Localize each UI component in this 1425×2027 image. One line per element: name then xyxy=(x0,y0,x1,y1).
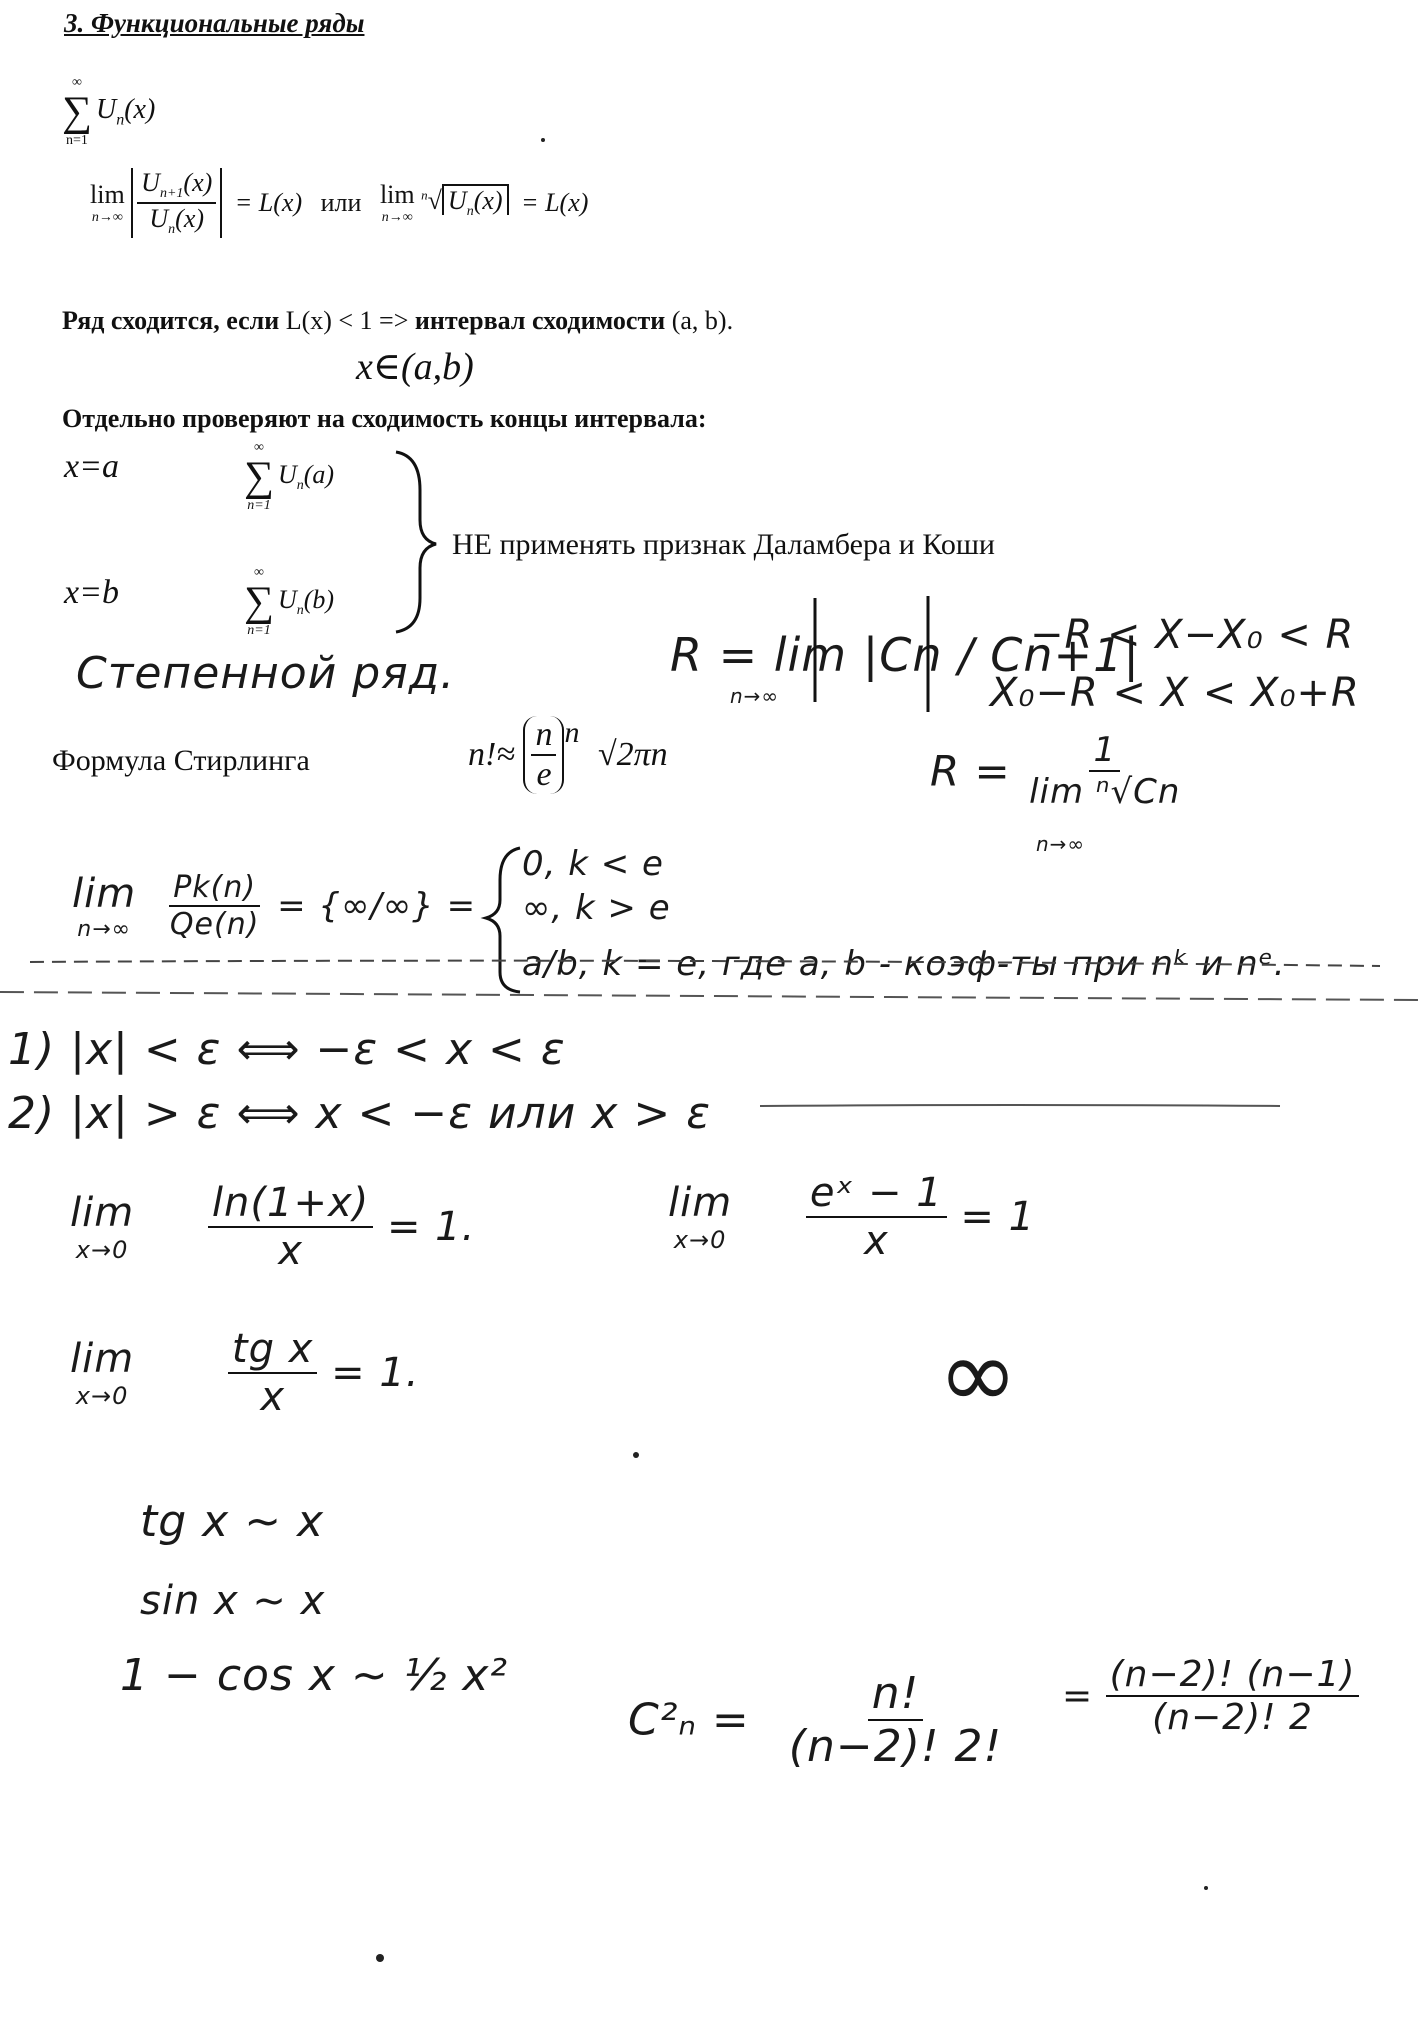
ratio-fraction: $\frac{U_{n+1}(x)}{U_n(x)}$ xyxy=(137,168,216,238)
interval-line-2: X₀−R < X < X₀+R xyxy=(990,670,1360,716)
endpoints-heading: Отдельно проверяют на сходимость концы интервала: xyxy=(62,404,707,433)
abs-inequality-2: 2) |x| > ε ⟺ x < −ε или x > ε xyxy=(8,1088,711,1139)
limit-tg: lim x→0 $\frac{\text{tg x}}{x}$ = 1. xyxy=(70,1326,420,1420)
poly-case-2: ∞, k > e xyxy=(522,888,671,928)
root-sign: √ xyxy=(427,186,442,216)
combination-formula: C²ₙ = $\frac{n!}{(n-2)! 2!}$ xyxy=(628,1668,1003,1772)
speck-4 xyxy=(1204,1886,1208,1890)
equivalence-cos: 1 − cos x ~ ½ x² xyxy=(120,1650,509,1701)
root-equals: = L(x) xyxy=(521,188,589,218)
speck-1 xyxy=(633,1452,639,1458)
endpoint-b-sum: ∞ ∑ n=1 $U_n(b)$ xyxy=(244,565,335,638)
abs-inequality-1: 1) |x| < ε ⟺ −ε < x < ε xyxy=(8,1024,566,1075)
term-letter: U xyxy=(95,94,117,126)
stirling-label: Формула Стирлинга xyxy=(52,744,310,777)
equivalence-sin: sin x ~ x xyxy=(140,1578,326,1624)
poly-case-3: a/b, k = e, где a, b - коэф-ты при nᵏ и nᵉ. xyxy=(522,944,1286,984)
sum-symbol: ∑ xyxy=(62,89,92,135)
power-series-note: Степенной ряд. xyxy=(76,648,456,699)
ratio-equals: = L(x) xyxy=(234,188,303,218)
combination-formula-2: = $\frac{(n-2)! (n-1)}{(n-2)! 2}$ xyxy=(1062,1654,1359,1738)
lim-subscript: n→∞ xyxy=(91,210,123,226)
lim2-subscript: n→∞ xyxy=(381,210,413,226)
term-arg: (x) xyxy=(124,94,156,126)
interval-line-1: −R < X−X₀ < R xyxy=(1030,612,1355,658)
equivalence-tg: tg x ~ x xyxy=(140,1496,325,1547)
limit-ln: lim x→0 $\frac{\ln(1+x)}{x}$ = 1. xyxy=(70,1180,476,1274)
cases-brace xyxy=(486,848,520,992)
root-index: n xyxy=(421,187,428,203)
dalembert-cauchy-note: НЕ применять признак Даламбера и Коши xyxy=(452,528,995,561)
speck-3 xyxy=(541,138,545,142)
lim-label: lim xyxy=(90,180,125,210)
page-title: 3. Функциональные ряды xyxy=(64,8,365,38)
convergence-sentence: Ряд сходится, если L(x) < 1 => интервал сходимости (a, b). xyxy=(62,306,734,335)
series-formula xyxy=(62,75,155,149)
sum-lower-limit: n=1 xyxy=(66,133,88,148)
divider-line-2 xyxy=(0,992,1420,1000)
ratio-root-test: lim n→∞ $\frac{U_{n+1}(x)}{U_n(x)}$ = L(x) или lim n→∞ $^n$√ $U_n(x) = L(x)$ xyxy=(90,168,589,238)
radius-alt-sub: n→∞ xyxy=(1036,832,1086,856)
divider-line-3 xyxy=(760,1105,1280,1106)
term-subscript: n xyxy=(116,111,125,129)
radius-formula: R = lim |Cn / Cn+1| xyxy=(670,628,1140,682)
stirling-formula: n!≈ $\frac{n}{e}$ $^n$ √2πn xyxy=(468,716,668,793)
endpoint-a-sum: ∞ ∑ n=1 $U_n(a)$ xyxy=(244,440,335,513)
radius-lim-sub: n→∞ xyxy=(730,684,780,708)
or-word: или xyxy=(320,188,362,218)
interval-notation: x∈(a,b) xyxy=(356,346,474,388)
endpoint-a-label: x=a xyxy=(64,448,120,485)
poly-limit: lim n→∞ $\frac{Pk(n)}{Qe(n)}$ = {∞/∞} = xyxy=(72,870,477,942)
limit-exp: lim x→0 $\frac{\text{eˣ − 1}}{x}$ = 1 xyxy=(668,1170,1036,1264)
lim2-label: lim xyxy=(379,180,415,210)
speck-2 xyxy=(376,1954,384,1962)
endpoint-b-label: x=b xyxy=(64,574,120,611)
poly-case-1: 0, k < e xyxy=(522,844,664,884)
sum-upper-limit: ∞ xyxy=(71,75,82,90)
radius-alt-formula: R = $\frac{1}{\text{lim ⁿ√Cn}}$ xyxy=(930,730,1181,812)
infinity-doodle: ∞ xyxy=(938,1318,1019,1430)
endpoints-brace xyxy=(396,452,436,632)
